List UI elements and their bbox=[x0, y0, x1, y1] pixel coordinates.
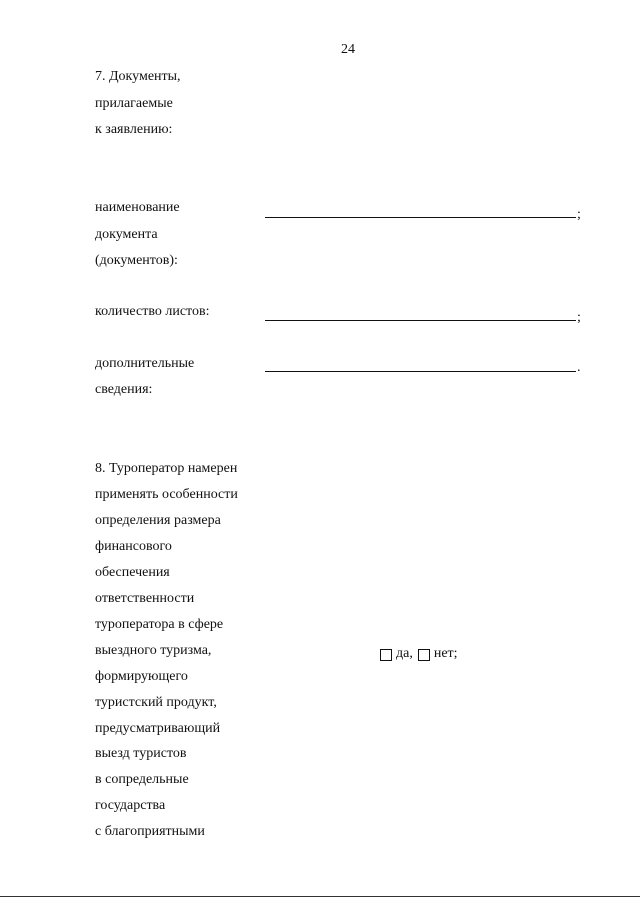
section8-text-line-3: определения размера bbox=[95, 513, 221, 528]
section8-text-line-4: финансового bbox=[95, 539, 172, 554]
document-name-label-line-1: наименование bbox=[95, 200, 180, 215]
document-name-end-punct: ; bbox=[577, 207, 581, 222]
section8-text-line-9: формирующего bbox=[95, 669, 188, 684]
section7-heading-line-1: 7. Документы, bbox=[95, 69, 181, 84]
document-name-label-line-2: документа bbox=[95, 227, 158, 242]
section8-text-line-14: государства bbox=[95, 798, 166, 813]
sheet-count-end-punct: ; bbox=[577, 310, 581, 325]
additional-info-field[interactable] bbox=[265, 371, 576, 372]
section8-text-line-13: в сопредельные bbox=[95, 772, 189, 787]
section7-heading-line-3: к заявлению: bbox=[95, 122, 173, 137]
sheet-count-label: количество листов: bbox=[95, 304, 210, 319]
document-name-field[interactable] bbox=[265, 217, 576, 218]
sheet-count-field[interactable] bbox=[265, 320, 576, 321]
yes-no-choices bbox=[380, 645, 458, 663]
additional-info-end-punct: . bbox=[577, 360, 581, 375]
document-name-label-line-3: (документов): bbox=[95, 253, 178, 268]
section8-text-line-5: обеспечения bbox=[95, 565, 170, 580]
page-number: 24 bbox=[341, 42, 355, 57]
section8-text-line-11: предусматривающий bbox=[95, 721, 221, 736]
section7-heading-line-2: прилагаемые bbox=[95, 96, 173, 111]
scan-bottom-edge bbox=[0, 896, 640, 897]
additional-info-label-line-1: дополнительные bbox=[95, 356, 195, 371]
section8-text-line-10: туристский продукт, bbox=[95, 695, 217, 710]
no-label: нет; bbox=[433, 646, 458, 661]
section8-text-line-7: туроператора в сфере bbox=[95, 617, 224, 632]
section8-text-line-8: выездного туризма, bbox=[95, 643, 212, 658]
no-checkbox[interactable] bbox=[418, 649, 430, 661]
yes-label: да, bbox=[396, 646, 413, 661]
section8-text-line-6: ответственности bbox=[95, 591, 195, 606]
section8-text-line-2: применять особенности bbox=[95, 487, 238, 502]
section8-text-line-12: выезд туристов bbox=[95, 746, 187, 761]
section8-text-line-1: 8. Туроператор намерен bbox=[95, 461, 238, 476]
section8-text-line-15: с благоприятными bbox=[95, 824, 205, 839]
additional-info-label-line-2: сведения: bbox=[95, 382, 153, 397]
yes-checkbox[interactable] bbox=[380, 649, 392, 661]
